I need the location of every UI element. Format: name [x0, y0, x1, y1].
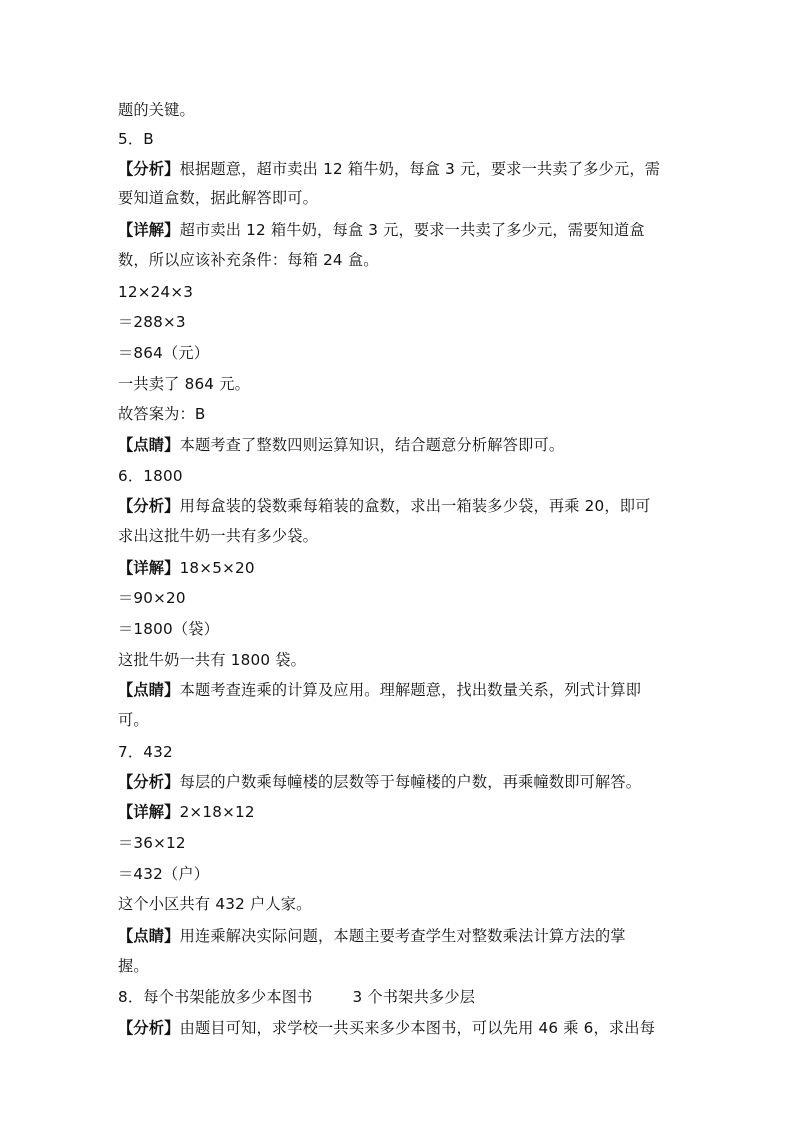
- equation-line: ＝288×3: [118, 313, 186, 331]
- equation-line: ＝432（户）: [118, 865, 210, 883]
- analysis-tag: 【分析】: [118, 1019, 180, 1037]
- equation-line: ＝1800（袋）: [118, 620, 220, 638]
- text-line-1: 题的关键。: [118, 101, 195, 119]
- detail-tag: 【详解】: [118, 221, 180, 239]
- text-line-2: 5．B: [118, 130, 154, 148]
- text-line-19: 这批牛奶一共有 1800 袋。: [118, 651, 306, 669]
- comment-tag: 【点睛】: [118, 436, 180, 454]
- detail-line: 【详解】超市卖出 12 箱牛奶，每盒 3 元，要求一共卖了多少元，需要知道盒: [118, 221, 645, 239]
- comment-line: 【点睛】本题考查连乘的计算及应用。理解题意，找出数量关系，列式计算即: [118, 681, 642, 699]
- text-line-27: 这个小区共有 432 户人家。: [118, 895, 312, 913]
- equation-line: ＝90×20: [118, 589, 186, 607]
- text-line-4: 要知道盒数，据此解答即可。: [118, 189, 319, 207]
- analysis-tag: 【分析】: [118, 160, 180, 178]
- analysis-line: 【分析】每层的户数乘每幢楼的层数等于每幢楼的户数，再乘幢数即可解答。: [118, 773, 642, 791]
- question-number: 6．1800: [118, 467, 183, 485]
- comment-tag: 【点睛】: [118, 681, 180, 699]
- analysis-line: 【分析】根据题意，超市卖出 12 箱牛奶，每盒 3 元，要求一共卖了多少元，需: [118, 160, 661, 178]
- equation-line: ＝864（元）: [118, 344, 210, 362]
- comment-line: 【点睛】用连乘解决实际问题，本题主要考查学生对整数乘法计算方法的掌: [118, 927, 626, 945]
- text-line-21: 可。: [118, 711, 149, 729]
- text-line-29: 握。: [118, 957, 149, 975]
- comment-line: 【点睛】本题考查了整数四则运算知识，结合题意分析解答即可。: [118, 436, 565, 454]
- detail-tag: 【详解】: [118, 559, 180, 577]
- analysis-line: 【分析】由题目可知，求学校一共买来多少本图书，可以先用 46 乘 6，求出每: [118, 1019, 656, 1037]
- detail-tag: 【详解】: [118, 803, 180, 821]
- equation-line: 12×24×3: [118, 283, 194, 301]
- analysis-tag: 【分析】: [118, 497, 180, 515]
- text-line-10: 一共卖了 864 元。: [118, 375, 250, 393]
- text-line-15: 求出这批牛奶一共有多少袋。: [118, 527, 319, 545]
- analysis-line: 【分析】用每盒装的袋数乘每箱装的盒数，求出一箱装多少袋，再乘 20，即可: [118, 497, 651, 515]
- detail-line: 【详解】18×5×20: [118, 559, 255, 577]
- answer-line: 故答案为：B: [118, 405, 206, 423]
- question-number: 8．每个书架能放多少本图书 3 个书架共多少层: [118, 988, 476, 1006]
- text-line-6: 数，所以应该补充条件：每箱 24 盒。: [118, 251, 379, 269]
- detail-line: 【详解】2×18×12: [118, 803, 255, 821]
- analysis-tag: 【分析】: [118, 773, 180, 791]
- question-number: 7．432: [118, 743, 173, 761]
- comment-tag: 【点睛】: [118, 927, 180, 945]
- equation-line: ＝36×12: [118, 834, 186, 852]
